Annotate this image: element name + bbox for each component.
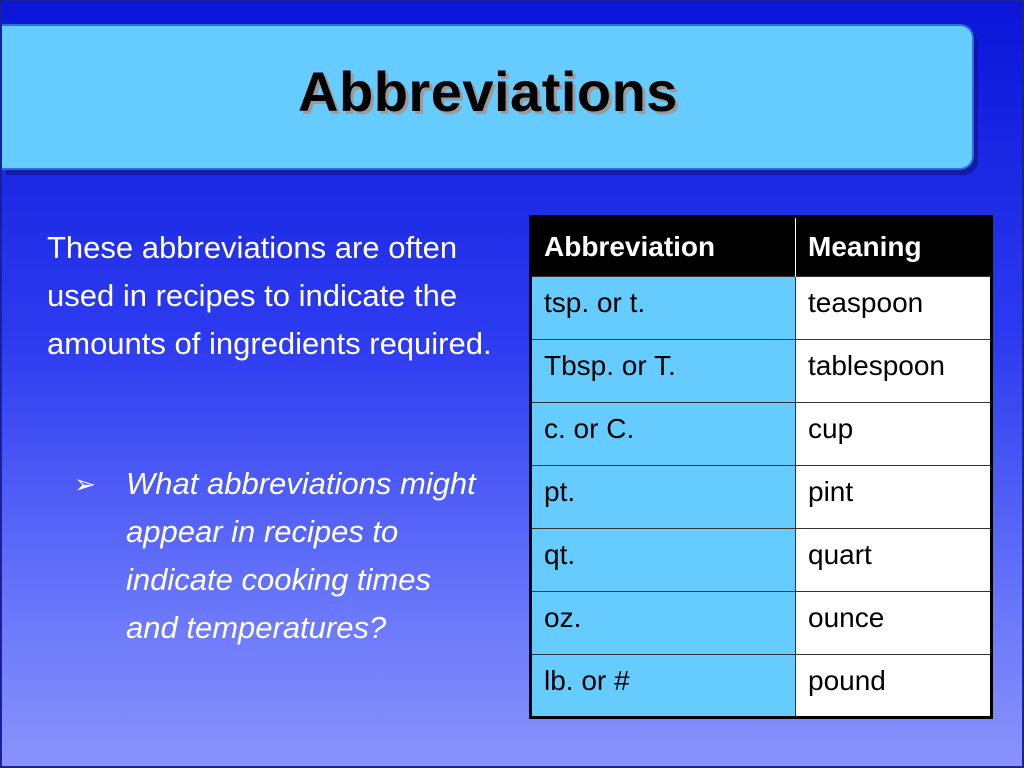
meaning-cell: ounce — [796, 592, 992, 655]
table-row — [531, 466, 992, 529]
abbreviations-table — [529, 215, 993, 719]
header-meaning: Meaning — [796, 217, 992, 277]
table-row — [531, 655, 992, 718]
table-row — [531, 340, 992, 403]
abbreviation-cell: lb. or # — [531, 655, 796, 718]
abbreviation-cell: c. or C. — [531, 403, 796, 466]
table-row — [531, 277, 992, 340]
abbreviation-cell: tsp. or t. — [531, 277, 796, 340]
meaning-cell: tablespoon — [796, 340, 992, 403]
intro-text: These abbreviations are often used in recipes to indicate the amounts of ingredients required. — [47, 230, 492, 361]
table-row — [531, 529, 992, 592]
slide-title: Abbreviations — [298, 60, 678, 123]
abbreviation-cell: Tbsp. or T. — [531, 340, 796, 403]
table-row — [531, 592, 992, 655]
table-header-row — [531, 217, 992, 277]
abbreviation-cell: qt. — [531, 529, 796, 592]
meaning-cell: teaspoon — [796, 277, 992, 340]
table-row — [531, 403, 992, 466]
meaning-cell: pound — [796, 655, 992, 718]
meaning-cell: pint — [796, 466, 992, 529]
abbreviation-cell: pt. — [531, 466, 796, 529]
arrow-bullet-icon: ➢ — [74, 469, 96, 499]
abbreviation-cell: oz. — [531, 592, 796, 655]
header-abbreviation: Abbreviation — [531, 217, 796, 277]
meaning-cell: cup — [796, 403, 992, 466]
bullet-text: What abbreviations might appear in recipes to indicate cooking times and temperatures? — [126, 466, 476, 645]
meaning-cell: quart — [796, 529, 992, 592]
